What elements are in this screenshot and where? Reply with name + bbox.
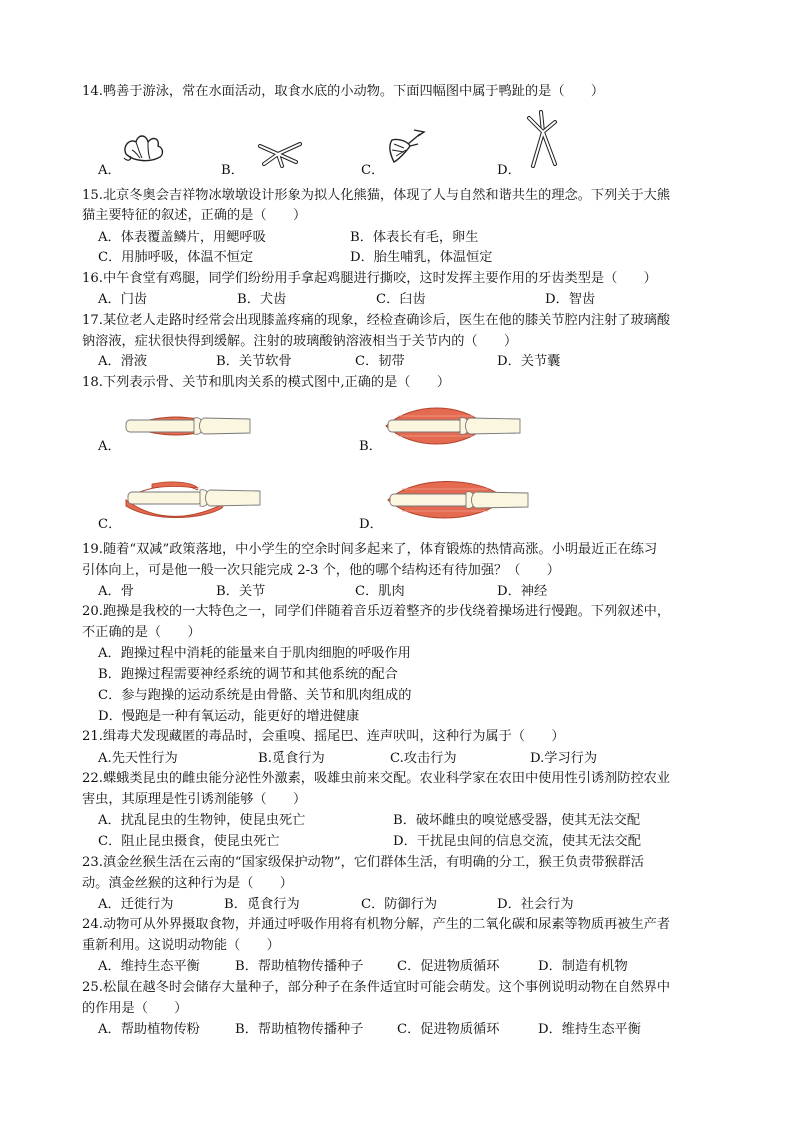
q25-option-d[interactable]: D．维持生态平衡: [538, 1022, 641, 1037]
q22-option-b[interactable]: B．破坏雌虫的嗅觉感受器，使其无法交配: [393, 813, 641, 828]
q17-stem-line2: 钠溶液，症状很快得到缓解。注射的玻璃酸钠溶液相当于关节内的（ ）: [82, 334, 518, 349]
q15-stem-line1: 15.北京冬奥会吉祥物冰墩墩设计形象为拟人化熊猫，体现了人与自然和谐共生的理念。下列关于大熊: [82, 188, 671, 203]
q14-figure-c: [384, 126, 432, 166]
q15-option-b[interactable]: B．体表长有毛，卵生: [350, 230, 479, 245]
q22-stem-line2: 害虫，其原理是性引诱剂能够（ ）: [82, 792, 307, 807]
q18-stem: 18.下列表示骨、关节和肌肉关系的模式图中,正确的是（ ）: [82, 375, 451, 390]
q24-option-b[interactable]: B．帮助植物传播种子: [235, 959, 364, 974]
q24-option-d[interactable]: D．制造有机物: [538, 959, 628, 974]
q14-label-c: C．: [361, 163, 385, 178]
perching-foot-icon: [256, 140, 306, 170]
q20-option-a[interactable]: A．跑操过程中消耗的能量来自于肌肉细胞的呼吸作用: [98, 646, 411, 661]
q20-option-b[interactable]: B．跑操过程需要神经系统的调节和其他系统的配合: [98, 667, 398, 682]
q24-stem-line1: 24.动物可从外界摄取食物，并通过呼吸作用将有机物分解，产生的二氧化碳和尿素等物质再被生产者: [82, 917, 671, 932]
q18-diagram-b: [382, 404, 524, 448]
q16-stem: 16.中午食堂有鸡腿，同学们纷纷用手拿起鸡腿进行撕咬，这时发挥主要作用的牙齿类型是（ ）: [82, 271, 657, 286]
q19-option-b[interactable]: B．关节: [216, 584, 266, 599]
q14-label-a: A．: [98, 163, 121, 178]
webbed-foot-icon: [120, 128, 168, 166]
q19-option-d[interactable]: D．神经: [497, 584, 548, 599]
bone-joint-muscle-diagram-d: [384, 474, 532, 526]
bone-joint-muscle-diagram-b: [382, 404, 524, 448]
q15-option-a[interactable]: A．体表覆盖鳞片，用鳃呼吸: [98, 230, 266, 245]
q23-option-b[interactable]: B．觅食行为: [224, 897, 300, 912]
q14-label-d: D．: [497, 163, 521, 178]
q14-figure-d: [525, 110, 563, 170]
q24-option-c[interactable]: C．促进物质循环: [397, 959, 500, 974]
q23-option-a[interactable]: A．迁徙行为: [98, 897, 174, 912]
q21-option-b[interactable]: B.觅食行为: [258, 751, 325, 766]
q25-option-c[interactable]: C．促进物质循环: [397, 1022, 500, 1037]
q18-label-a: A．: [98, 439, 121, 454]
wading-foot-icon: [525, 110, 563, 170]
q24-stem-line2: 重新利用。这说明动物能（ ）: [82, 938, 280, 953]
q17-option-b[interactable]: B．关节软骨: [216, 354, 292, 369]
q22-option-a[interactable]: A．扰乱昆虫的生物钟，使昆虫死亡: [98, 813, 306, 828]
clawed-foot-icon: [384, 126, 432, 166]
q14-figure-a: [120, 128, 168, 166]
q17-option-d[interactable]: D．关节囊: [497, 354, 561, 369]
q15-option-d[interactable]: D．胎生哺乳，体温恒定: [350, 250, 493, 265]
q15-option-c[interactable]: C．用肺呼吸，体温不恒定: [98, 250, 254, 265]
q21-option-d[interactable]: D.学习行为: [530, 751, 598, 766]
q25-stem-line2: 的作用是（ ）: [82, 1001, 188, 1016]
q18-label-b: B．: [359, 439, 382, 454]
q16-option-b[interactable]: B．犬齿: [237, 292, 287, 307]
q17-option-c[interactable]: C．韧带: [355, 354, 405, 369]
q14-figure-b: [256, 140, 306, 170]
q21-stem: 21.缉毒犬发现藏匿的毒品时，会重嗅、摇尾巴、连声吠叫，这种行为属于（ ）: [82, 729, 565, 744]
q18-diagram-c: [122, 478, 264, 522]
q23-stem-line1: 23.滇金丝猴生活在云南的“国家级保护动物”，它们群体生活，有明确的分工，猴王负责带猴群活: [82, 855, 644, 870]
q16-option-a[interactable]: A．门齿: [98, 292, 148, 307]
q25-stem-line1: 25.松鼠在越冬时会储存大量种子，部分种子在条件适宜时可能会萌发。这个事例说明动物在自然界中: [82, 980, 671, 995]
bone-joint-muscle-diagram-a: [122, 408, 254, 444]
q22-option-c[interactable]: C．阻止昆虫摄食，使昆虫死亡: [98, 834, 280, 849]
q25-option-b[interactable]: B．帮助植物传播种子: [235, 1022, 364, 1037]
q15-stem-line2: 猫主要特征的叙述，正确的是（ ）: [82, 208, 307, 223]
q21-option-c[interactable]: C.攻击行为: [390, 751, 457, 766]
q23-option-d[interactable]: D．社会行为: [497, 897, 574, 912]
q21-option-a[interactable]: A.先天性行为: [98, 751, 178, 766]
q18-diagram-a: [122, 408, 254, 444]
q16-option-c[interactable]: C．臼齿: [376, 292, 426, 307]
q22-stem-line1: 22.蝶蛾类昆虫的雌虫能分泌性外激素，吸雄虫前来交配。农业科学家在农田中使用性引诱剂防控农业: [82, 771, 671, 786]
q19-option-a[interactable]: A．骨: [98, 584, 134, 599]
q17-option-a[interactable]: A．滑液: [98, 354, 148, 369]
q20-stem-line2: 不正确的是（ ）: [82, 625, 201, 640]
q18-label-c: C．: [98, 517, 122, 532]
q14-label-b: B．: [221, 163, 244, 178]
q20-option-d[interactable]: D．慢跑是一种有氧运动，能更好的增进健康: [98, 709, 360, 724]
q19-stem-line1: 19.随着“双减”政策落地，中小学生的空余时间多起来了，体育锻炼的热情高涨。小明最近正在练习: [82, 542, 658, 557]
q20-stem-line1: 20.跑操是我校的一大特色之一，同学们伴随着音乐迈着整齐的步伐绕着操场进行慢跑。下列叙述中，: [82, 604, 671, 619]
q23-stem-line2: 动。滇金丝猴的这种行为是（ ）: [82, 876, 293, 891]
q19-option-c[interactable]: C．肌肉: [355, 584, 405, 599]
q14-stem: 14.鸭善于游泳，常在水面活动，取食水底的小动物。下面四幅图中属于鸭趾的是（ ）: [82, 84, 605, 99]
bone-joint-muscle-diagram-c: [122, 478, 264, 522]
q25-option-a[interactable]: A．帮助植物传粉: [98, 1022, 200, 1037]
q19-stem-line2: 引体向上，可是他一般一次只能完成 2-3 个，他的哪个结构还有待加强？（ ）: [82, 563, 560, 578]
q24-option-a[interactable]: A．维持生态平衡: [98, 959, 200, 974]
q18-diagram-d: [384, 474, 532, 526]
q17-stem-line1: 17.某位老人走路时经常会出现膝盖疼痛的现象，经检查确诊后，医生在他的膝关节腔内注射了玻璃酸: [82, 313, 671, 328]
q18-label-d: D．: [359, 517, 383, 532]
q23-option-c[interactable]: C．防御行为: [361, 897, 438, 912]
q16-option-d[interactable]: D．智齿: [545, 292, 596, 307]
q22-option-d[interactable]: D．干扰昆虫间的信息交流，使其无法交配: [393, 834, 641, 849]
q20-option-c[interactable]: C．参与跑操的运动系统是由骨骼、关节和肌肉组成的: [98, 688, 412, 703]
